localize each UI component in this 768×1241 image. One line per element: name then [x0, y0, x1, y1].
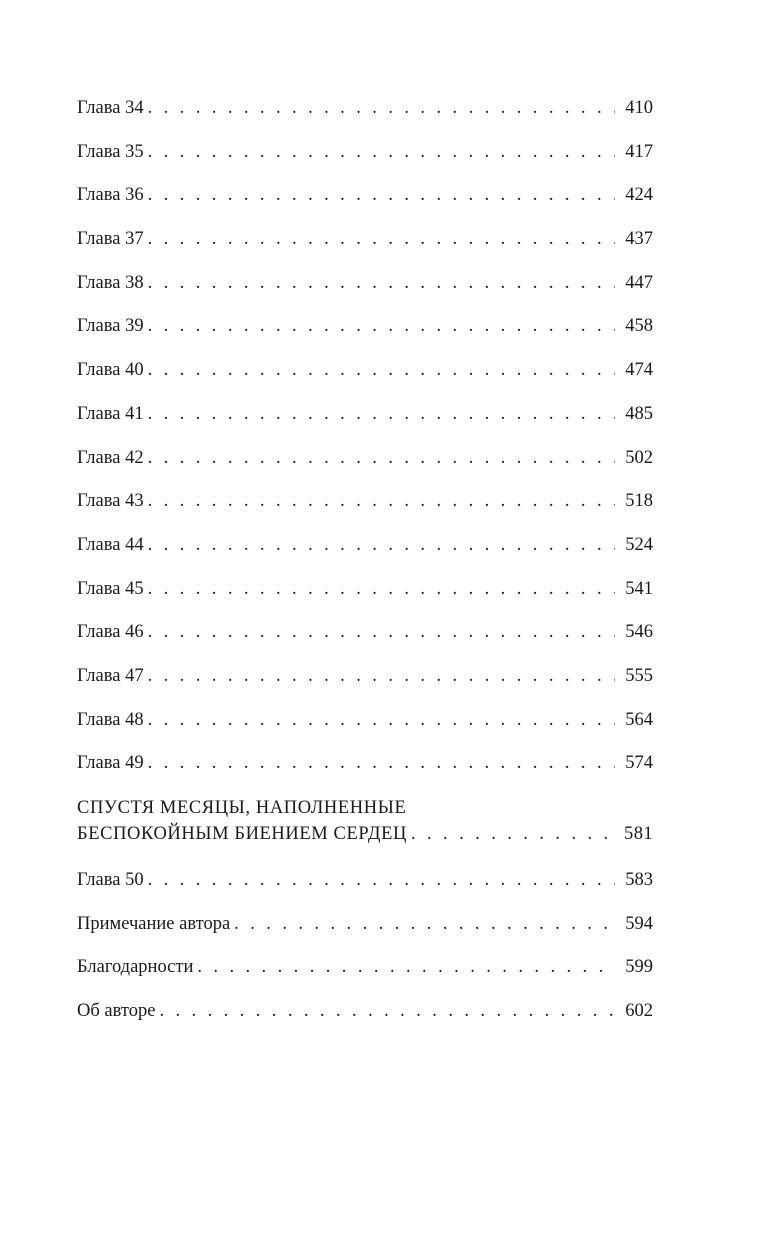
- toc-entry-title: Глава 42: [77, 447, 144, 468]
- toc-entry-title: Глава 43: [77, 491, 144, 512]
- toc-entry-title: Глава 39: [77, 316, 144, 337]
- toc-entry-chapter-44[interactable]: [77, 533, 653, 557]
- toc-entry-page: 583: [625, 870, 653, 890]
- table-of-contents: [77, 96, 653, 1043]
- toc-entry-chapter-37[interactable]: [77, 227, 653, 251]
- toc-entry-page: 410: [625, 98, 653, 118]
- toc-entry-chapter-50[interactable]: [77, 868, 653, 892]
- toc-entry-title: Глава 48: [77, 709, 144, 730]
- toc-entry-title: Глава 45: [77, 578, 144, 599]
- toc-entry-acknowledgements[interactable]: [77, 955, 653, 979]
- toc-entry-title: Глава 46: [77, 622, 144, 643]
- toc-entry-title: Глава 50: [77, 870, 144, 890]
- toc-entry-title: Глава 47: [77, 665, 144, 686]
- part-title-line1: СПУСТЯ МЕСЯЦЫ, НАПОЛНЕННЫЕ: [77, 798, 407, 818]
- toc-entry-part[interactable]: [77, 795, 653, 847]
- dot-leader: [148, 314, 615, 338]
- toc-entry-page: 502: [625, 447, 653, 468]
- toc-entry-title: Примечание автора: [77, 913, 231, 934]
- dot-leader: [148, 577, 615, 601]
- toc-entry-title: Глава 34: [77, 98, 144, 118]
- toc-entry-chapter-49[interactable]: [77, 751, 653, 775]
- dot-leader: [148, 533, 615, 557]
- toc-entry-chapter-48[interactable]: [77, 708, 653, 732]
- toc-entry-page: 447: [625, 272, 653, 293]
- toc-entry-page: 564: [625, 709, 653, 730]
- toc-entry-chapter-39[interactable]: [77, 314, 653, 338]
- toc-entry-page: 555: [625, 665, 653, 686]
- toc-entry-chapter-38[interactable]: [77, 271, 653, 295]
- dot-leader: [159, 999, 615, 1023]
- toc-entry-title: Глава 35: [77, 141, 144, 162]
- toc-entry-page: 518: [625, 491, 653, 512]
- toc-entry-chapter-43[interactable]: [77, 489, 653, 513]
- toc-entry-page: 594: [625, 913, 653, 934]
- dot-leader: [148, 664, 615, 688]
- toc-entry-title: Глава 41: [77, 403, 144, 424]
- dot-leader: [148, 358, 615, 382]
- toc-entry-about-author[interactable]: [77, 999, 653, 1023]
- dot-leader: [148, 183, 615, 207]
- dot-leader: [148, 489, 615, 513]
- dot-leader: [148, 446, 615, 470]
- toc-entry-page: 437: [625, 229, 653, 250]
- dot-leader: [148, 96, 615, 120]
- toc-entry-page: 524: [625, 534, 653, 555]
- toc-entry-title: Глава 36: [77, 185, 144, 206]
- dot-leader: [234, 912, 615, 936]
- toc-entry-title: Глава 37: [77, 229, 144, 250]
- toc-entry-title: Глава 49: [77, 753, 144, 774]
- dot-leader: [148, 751, 615, 775]
- toc-entry-title: Благодарности: [77, 957, 194, 978]
- toc-entry-page: 599: [625, 957, 653, 978]
- toc-entry-chapter-41[interactable]: [77, 402, 653, 426]
- toc-entry-chapter-35[interactable]: [77, 140, 653, 164]
- toc-entry-page: 541: [625, 578, 653, 599]
- toc-entry-chapter-45[interactable]: [77, 577, 653, 601]
- toc-entry-chapter-47[interactable]: [77, 664, 653, 688]
- toc-entry-title: Глава 44: [77, 534, 144, 555]
- dot-leader: [148, 868, 615, 892]
- toc-entry-chapter-42[interactable]: [77, 446, 653, 470]
- toc-entry-page: 546: [625, 622, 653, 643]
- toc-entry-page: 574: [625, 753, 653, 774]
- toc-entry-page: 474: [625, 360, 653, 381]
- toc-entry-chapter-34[interactable]: [77, 96, 653, 120]
- toc-entry-page: 581: [624, 824, 653, 844]
- toc-entry-page: 458: [625, 316, 653, 337]
- toc-entry-title: Глава 38: [77, 272, 144, 293]
- toc-entry-page: 424: [625, 185, 653, 206]
- dot-leader: [148, 620, 615, 644]
- dot-leader: [411, 821, 615, 847]
- dot-leader: [148, 140, 615, 164]
- dot-leader: [148, 271, 615, 295]
- dot-leader: [197, 955, 615, 979]
- toc-entry-chapter-40[interactable]: [77, 358, 653, 382]
- toc-entry-chapter-46[interactable]: [77, 620, 653, 644]
- toc-entry-title: Об авторе: [77, 1001, 156, 1022]
- toc-entry-page: 485: [625, 403, 653, 424]
- dot-leader: [148, 402, 615, 426]
- toc-entry-page: 417: [625, 141, 653, 162]
- toc-entry-title: Глава 40: [77, 360, 144, 381]
- dot-leader: [148, 708, 615, 732]
- dot-leader: [148, 227, 615, 251]
- part-title-line2: БЕСПОКОЙНЫМ БИЕНИЕМ СЕРДЕЦ: [77, 824, 407, 844]
- toc-entry-page: 602: [625, 1001, 653, 1022]
- toc-entry-author-note[interactable]: [77, 912, 653, 936]
- toc-entry-chapter-36[interactable]: [77, 183, 653, 207]
